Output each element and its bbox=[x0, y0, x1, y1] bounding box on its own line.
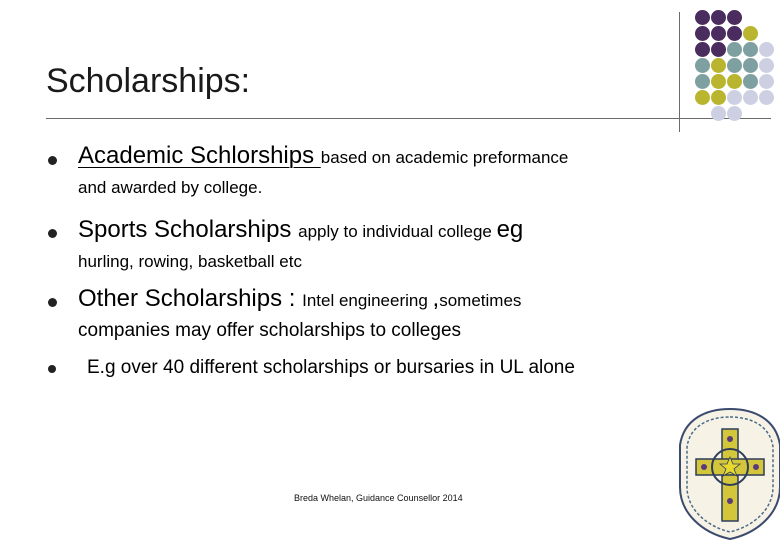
bullet-other bbox=[78, 285, 522, 312]
bullet-text: Intel engineering bbox=[302, 291, 433, 310]
dot bbox=[727, 58, 742, 73]
bullet-sports bbox=[78, 216, 524, 243]
title-divider bbox=[46, 118, 771, 119]
dot bbox=[759, 90, 774, 105]
dot bbox=[711, 106, 726, 121]
bullet-continuation: companies may offer scholarships to colleges bbox=[78, 320, 462, 341]
bullet-lead: Sports Scholarships bbox=[78, 216, 299, 243]
slide-title: Scholarships: bbox=[46, 62, 251, 100]
bullet-marker bbox=[48, 365, 56, 373]
dot bbox=[759, 42, 774, 57]
dot bbox=[711, 42, 726, 57]
dot bbox=[711, 90, 726, 105]
bullet-comma: , bbox=[432, 285, 440, 312]
dot bbox=[711, 26, 726, 41]
dot bbox=[711, 10, 726, 25]
bullet-eg-ul: E.g over 40 different scholarships or bursaries in UL alone bbox=[87, 357, 575, 378]
bullet-text: apply to individual college bbox=[298, 222, 497, 241]
dot bbox=[695, 90, 710, 105]
dot bbox=[695, 10, 710, 25]
dot bbox=[759, 74, 774, 89]
dot bbox=[711, 58, 726, 73]
college-crest-logo bbox=[676, 405, 780, 543]
bullet-continuation: hurling, rowing, basketball etc bbox=[78, 252, 302, 271]
dot bbox=[743, 58, 758, 73]
dot bbox=[711, 74, 726, 89]
bullet-text: based on academic preformance bbox=[320, 148, 569, 167]
dot bbox=[759, 58, 774, 73]
bullet-eg: eg bbox=[496, 216, 524, 243]
dot bbox=[743, 90, 758, 105]
bullet-text-2: sometimes bbox=[439, 291, 522, 310]
bullet-lead: Other Scholarships : bbox=[78, 285, 303, 312]
dot bbox=[743, 42, 758, 57]
dot bbox=[727, 106, 742, 121]
dot bbox=[695, 58, 710, 73]
bullet-marker bbox=[48, 229, 57, 238]
dot bbox=[743, 26, 758, 41]
dot bbox=[727, 74, 742, 89]
dot bbox=[743, 74, 758, 89]
bullet-marker bbox=[48, 298, 57, 307]
bullet-marker bbox=[48, 156, 57, 165]
footer-credit: Breda Whelan, Guidance Counsellor 2014 bbox=[294, 493, 463, 503]
dot bbox=[695, 26, 710, 41]
dot bbox=[695, 74, 710, 89]
bullet-continuation: and awarded by college. bbox=[78, 178, 263, 197]
bullet-lead: Academic Schlorships bbox=[78, 142, 321, 169]
dot bbox=[727, 26, 742, 41]
dot bbox=[695, 42, 710, 57]
bullet-academic bbox=[78, 142, 569, 169]
dot bbox=[727, 42, 742, 57]
dot-grid-decoration bbox=[684, 10, 780, 122]
dot bbox=[727, 90, 742, 105]
vertical-divider bbox=[679, 12, 680, 132]
dot bbox=[727, 10, 742, 25]
